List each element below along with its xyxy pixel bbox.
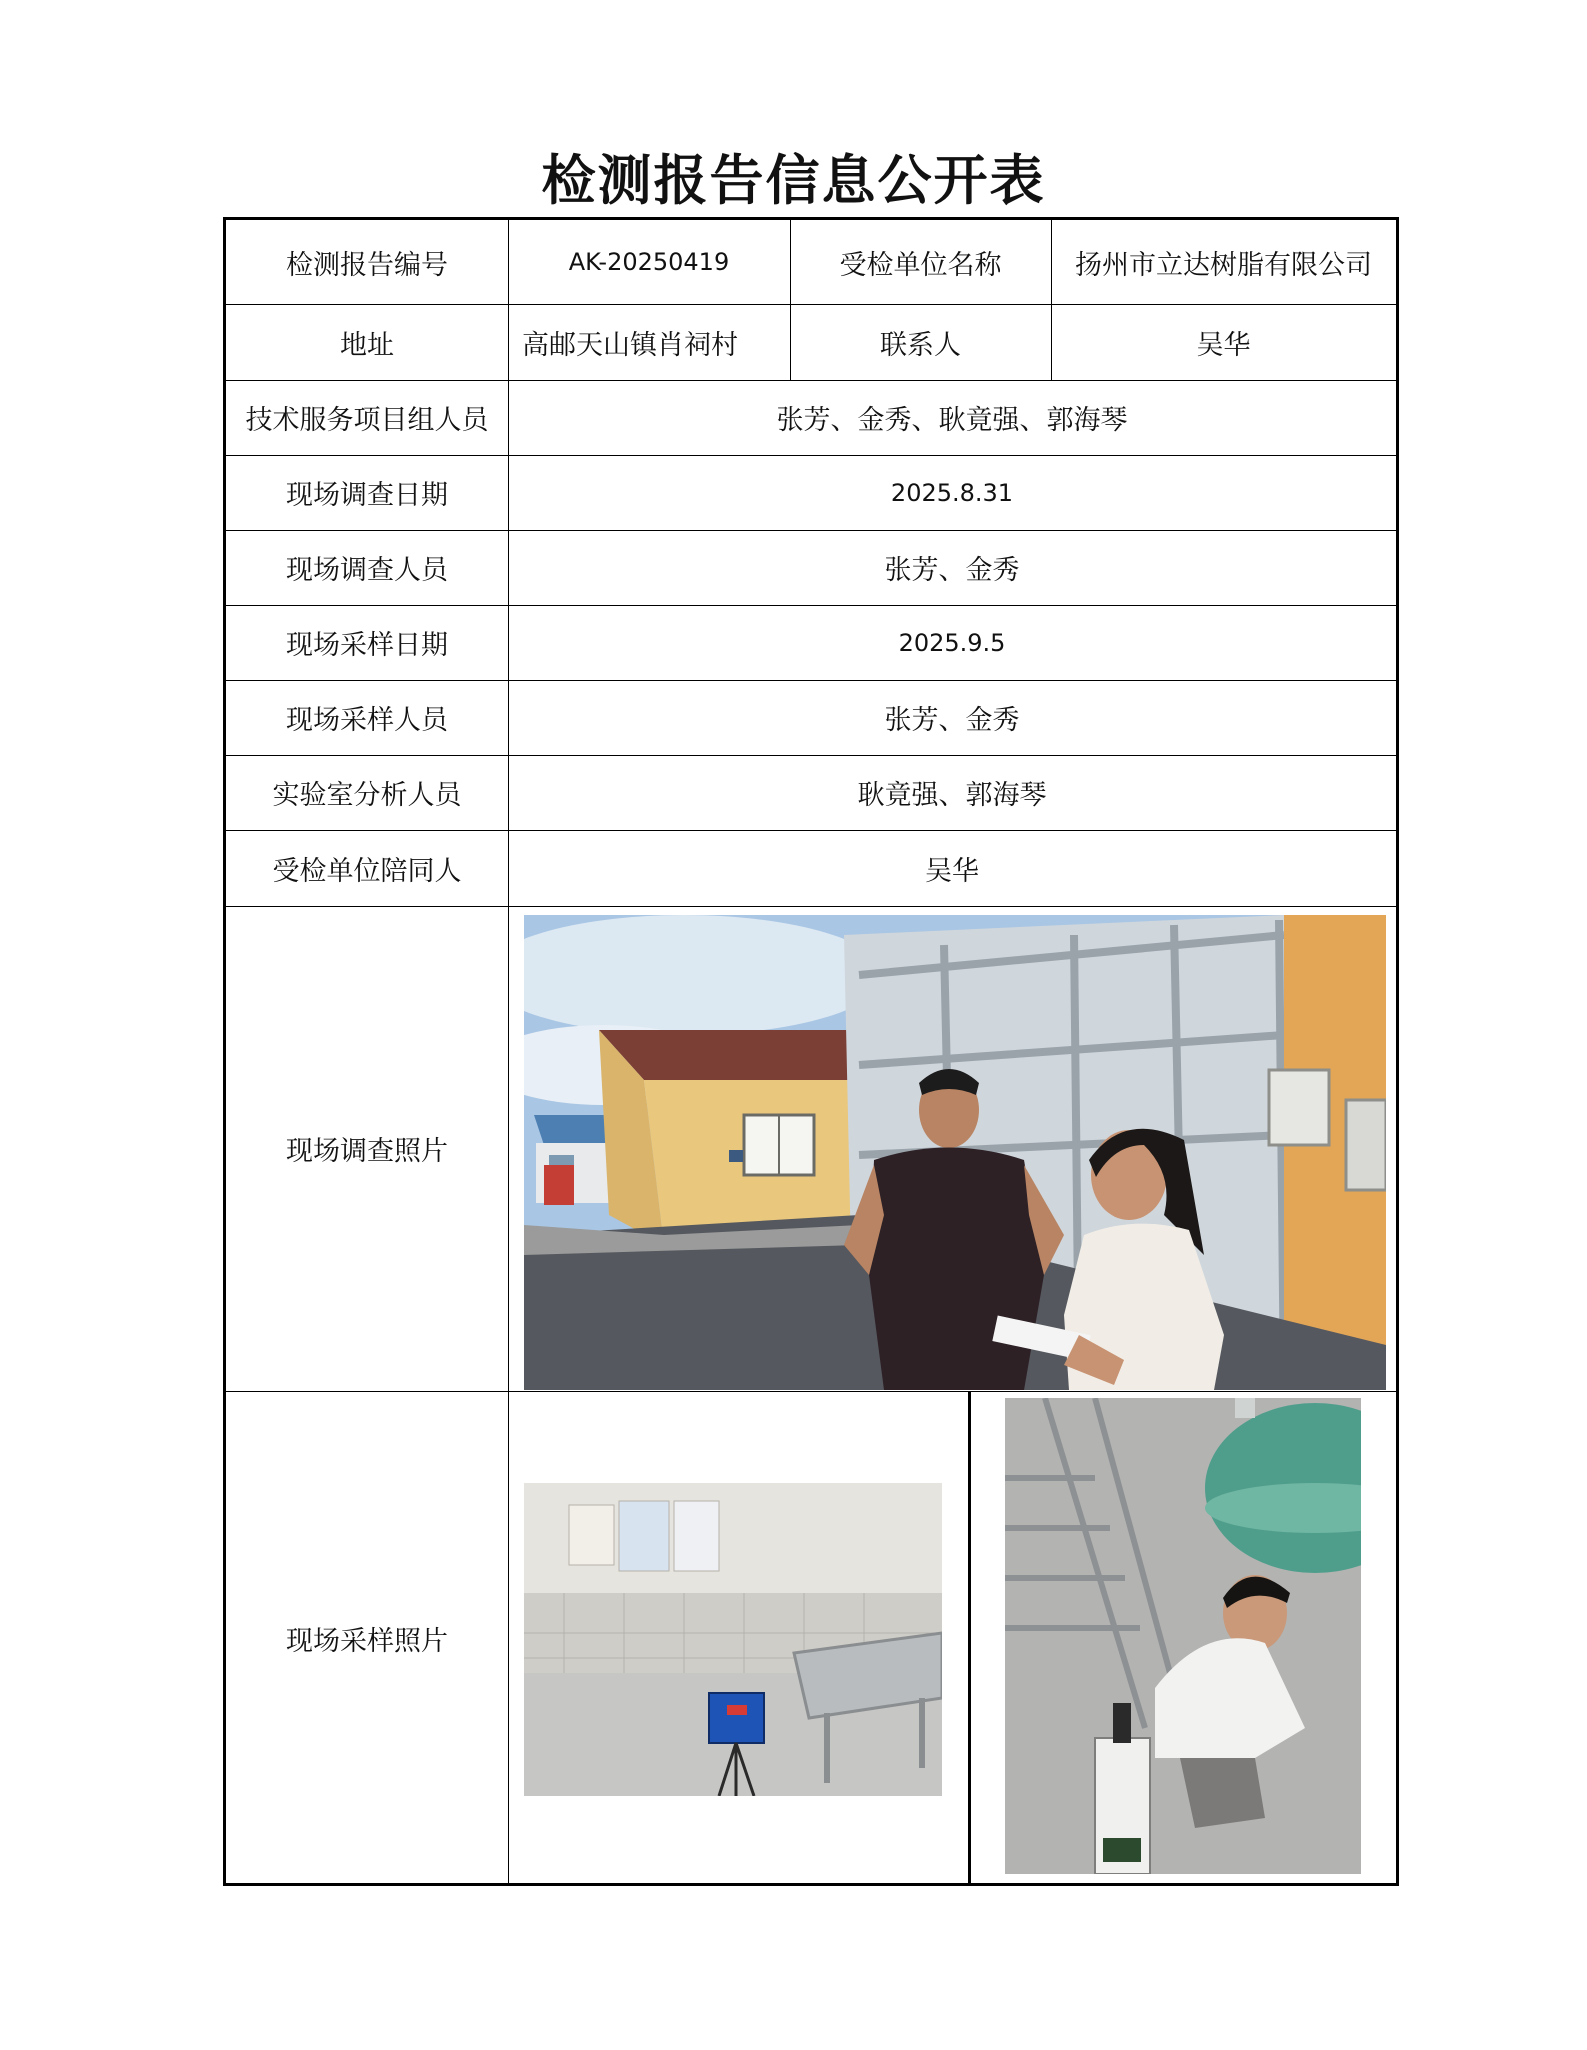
escort-label: 受检单位陪同人 (272, 855, 462, 887)
client-label: 受检单位名称 (839, 249, 1002, 281)
contact-value: 吴华 (1196, 329, 1251, 361)
sampling-date-label: 现场采样日期 (286, 630, 448, 661)
sampling-photo-2 (1005, 1398, 1361, 1874)
page-title: 检测报告信息公开表 (541, 148, 1046, 212)
sampling-photo-label: 现场采样照片 (286, 1626, 448, 1657)
escort-value: 吴华 (925, 855, 979, 887)
report-no-value: AK-20250419 (568, 248, 730, 276)
team-value: 张芳、金秀、耿竟强、郭海琴 (776, 405, 1128, 436)
contact-label: 联系人 (880, 329, 961, 361)
survey-date-value: 2025.8.31 (890, 478, 1014, 507)
sampling-staff-value: 张芳、金秀 (884, 705, 1020, 736)
client-value: 扬州市立达树脂有限公司 (1075, 249, 1372, 281)
address-label: 地址 (340, 329, 394, 361)
lab-staff-label: 实验室分析人员 (272, 780, 462, 811)
info-table (223, 217, 1399, 1886)
address-value: 高邮天山镇肖祠村 (522, 329, 738, 361)
survey-photo (524, 915, 1386, 1390)
sampling-staff-label: 现场采样人员 (286, 705, 448, 736)
survey-staff-label: 现场调查人员 (286, 555, 448, 586)
survey-date-label: 现场调查日期 (286, 480, 448, 511)
sampling-date-value: 2025.9.5 (898, 628, 1006, 657)
sampling-photo-1 (524, 1483, 942, 1796)
team-label: 技术服务项目组人员 (245, 405, 489, 436)
survey-photo-label: 现场调查照片 (286, 1136, 448, 1167)
survey-staff-value: 张芳、金秀 (884, 555, 1020, 586)
lab-staff-value: 耿竟强、郭海琴 (857, 780, 1047, 811)
report-no-label: 检测报告编号 (286, 249, 448, 281)
